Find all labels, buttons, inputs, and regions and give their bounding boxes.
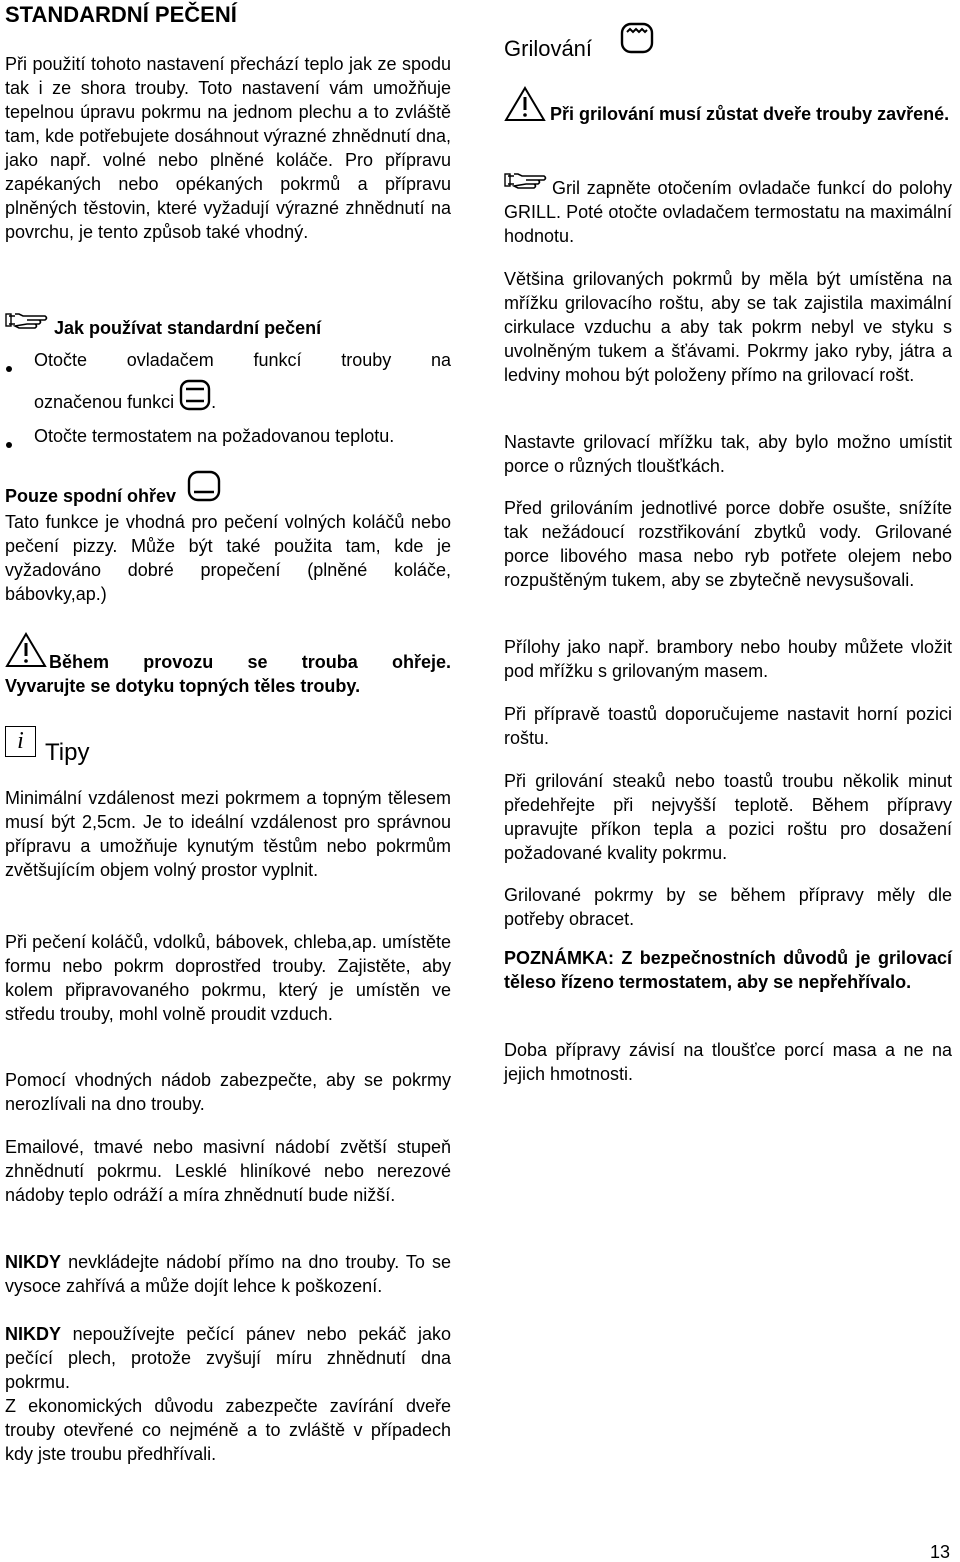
warning-line-1: Během provozu se trouba ohřeje.	[49, 652, 451, 672]
grill-paragraph-1: Většina grilovaných pokrmů by měla být umístěna na mřížku grilovacího roštu, aby se tak zajistila maximální cirkulace vzduchu a aby tak pokrm nebyl ve styku s uvolněným tukem a šťávami. Pokrmy jako ryby, játra a ledviny mohou být položeny přímo na grilovací rošt.	[504, 269, 952, 385]
bottom-heat-text: Tato funkce je vhodná pro pečení volných koláčů nebo pečení pizzy. Může být také použita tam, kde je vyžadováno dobré propečení (plněné koláče, bábovky,ap.)	[5, 512, 451, 604]
tip-3: Pomocí vhodných nádob zabezpečte, aby se pokrmy nerozlívali na dno trouby.	[5, 1070, 451, 1114]
grill-paragraph-4: Přílohy jako např. brambory nebo houby můžete vložit pod mřížku s grilovaným masem.	[504, 637, 952, 681]
step-1-period: .	[211, 391, 217, 412]
tip-1: Minimální vzdálenost mezi pokrmem a topným tělesem musí být 2,5cm. Je to ideální vzdálenost pro správnou přípravu a umožňuje kynutým těstům nebo pokrmům zvětšujícím objem volný prostor vyplnit.	[5, 788, 451, 880]
grill-warning-text: Při grilování musí zůstat dveře trouby zavřené.	[550, 104, 950, 124]
bottom-heat-heading-text: Pouze spodní ohřev	[5, 485, 177, 506]
step-1	[5, 348, 451, 422]
howto-heading	[5, 316, 451, 342]
grill-heading-text: Grilování	[504, 36, 593, 61]
never-1	[5, 1250, 451, 1298]
page-title: STANDARDNÍ PEČENÍ	[5, 2, 237, 27]
oven-grill-icon	[620, 22, 654, 60]
safety-note: POZNÁMKA: Z bezpečnostních důvodů je grilovací těleso řízeno termostatem, aby se nepřehřívalo.	[504, 948, 952, 992]
step-2	[5, 424, 451, 448]
oven-bottom-heat-icon	[187, 470, 221, 508]
step-1-line-1: Otočte ovladačem funkcí trouby na	[34, 350, 451, 370]
grill-paragraph-5: Při přípravě toastů doporučujeme nastavit horní pozici roštu.	[504, 704, 952, 748]
step-1-line-2	[34, 384, 451, 422]
bullet	[5, 431, 13, 455]
warning-line-2: Vyvarujte se dotyku topných těles trouby.	[5, 676, 361, 696]
never-2-bold: NIKDY	[5, 1324, 62, 1344]
pointing-hand-icon	[5, 310, 49, 336]
warning-triangle-icon	[5, 632, 47, 674]
grill-paragraph-2: Nastavte grilovací mřížku tak, aby bylo možno umístit porce o různých tloušťkách.	[504, 432, 952, 476]
oven-top-bottom-heat-icon	[179, 379, 211, 417]
info-icon: i	[5, 726, 36, 757]
grill-paragraph-8: Doba přípravy závisí na tloušťce porcí masa a ne na jejich hmotnosti.	[504, 1040, 952, 1084]
intro-paragraph: Při použití tohoto nastavení přechází teplo jak ze spodu tak i ze shora trouby. Toto nastavení vám umožňuje tepelnou úpravu pokrmu na jednom plechu a to zvláště tam, kde potřebujete dosáhnout výrazné zhnědnutí dna, jako např. volné nebo plněné koláče. Pro přípravu zapékaných nebo opékaných pokrmů a přípravu plněných těstovin, které vyžadují výrazné zhnědnutí na povrchu, je tento způsob také vhodný.	[5, 54, 451, 242]
howto-heading-text: Jak používat standardní pečení	[54, 318, 322, 338]
grill-paragraph-7: Grilované pokrmy by se během přípravy měly dle potřeby obracet.	[504, 885, 952, 929]
grill-paragraph-6: Při grilování steaků nebo toastů troubu několik minut předehřejte při nejvyšší teplotě. Během přípravy upravujte příkon tepla a pozici roštu pro dosažení požadované kvality pokrmu.	[504, 771, 952, 863]
grill-hint-text: Gril zapněte otočením ovladače funkcí do polohy GRILL. Poté otočte ovladačem termostatu na maximální hodnotu.	[504, 178, 952, 246]
never-2	[5, 1322, 451, 1394]
bullet	[5, 355, 13, 379]
economy-note: Z ekonomických důvodu zabezpečte zavírání dveře trouby otevřené co nejméně a to zvláště v případech kdy jste troubu předhřívali.	[5, 1396, 451, 1464]
tips-heading-text: Tipy	[45, 739, 90, 766]
step-1-text: označenou funkci	[34, 391, 175, 412]
step-2-text: Otočte termostatem na požadovanou teplotu.	[34, 426, 395, 446]
never-1-bold: NIKDY	[5, 1252, 62, 1272]
page-number: 13	[930, 1542, 951, 1562]
never-1-text: nevkládejte nádobí přímo na dno trouby. To se vysoce zahřívá a může dojít lehce k poškození.	[5, 1252, 451, 1296]
grill-paragraph-3: Před grilováním jednotlivé porce dobře osušte, snížíte tak nežádoucí rozstřikování zbytků vody. Grilované porce libového masa nebo ryb potřete olejem nebo rozpuštěným tukem, aby se zbytečně nevysušovali.	[504, 498, 952, 590]
never-2-text: nepoužívejte pečící pánev nebo pekáč jako pečící plech, protože zvyšují míru zhnědnutí dna pokrmu.	[5, 1324, 451, 1392]
tip-2: Při pečení koláčů, vdolků, bábovek, chleba,ap. umístěte formu nebo pokrm doprostřed trouby. Zajistěte, aby kolem připravovaného pokrmu, který je umístěn ve středu trouby, mohl volně proudit vzduch.	[5, 932, 451, 1024]
tip-4: Emailové, tmavé nebo masivní nádobí zvětší stupeň zhnědnutí pokrmu. Lesklé hliníkové nebo nerezové nádoby teplo odráží a míra zhnědnutí bude nižší.	[5, 1137, 451, 1205]
